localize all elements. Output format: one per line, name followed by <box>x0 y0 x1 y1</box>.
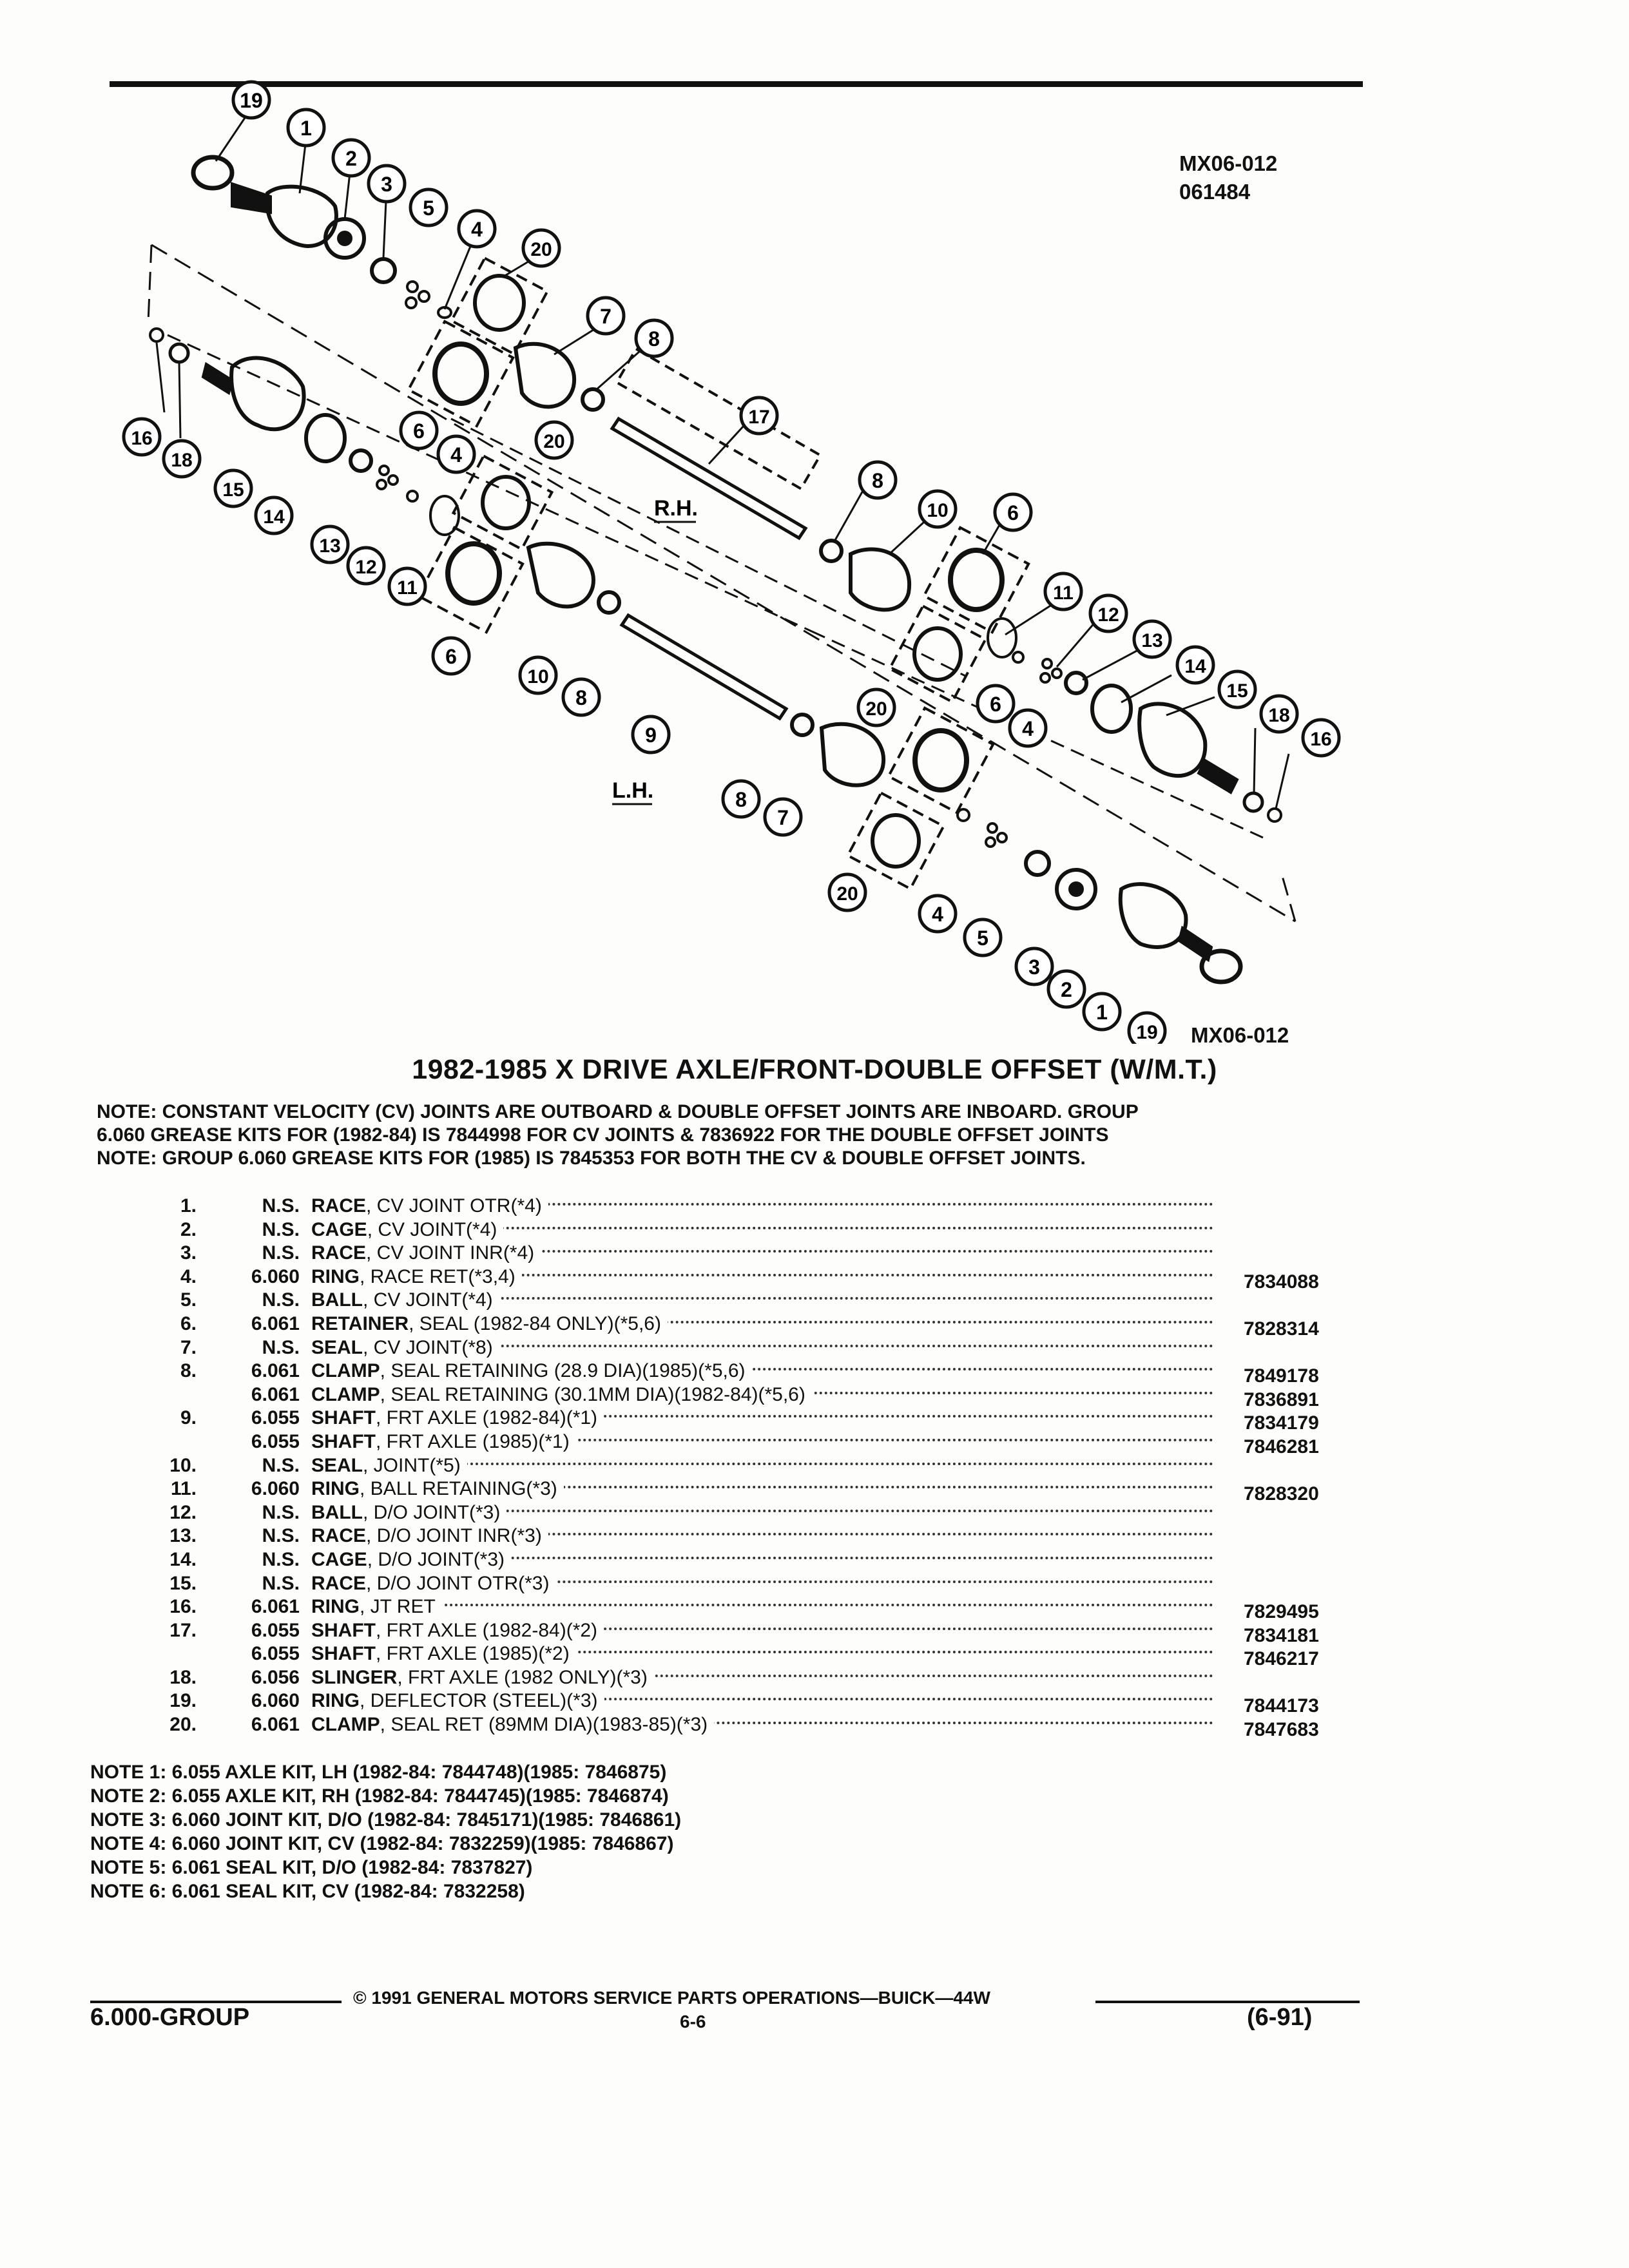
svg-text:7: 7 <box>600 305 612 328</box>
part-name: RETAINER <box>311 1312 409 1334</box>
part-index: 1. <box>180 1195 197 1216</box>
callout-18-left <box>164 441 200 477</box>
part-row <box>164 1312 1363 1340</box>
part-detail: , CV JOINT OTR(*4) <box>366 1195 542 1216</box>
callout-10-rh <box>920 491 956 527</box>
part-name: RACE <box>311 1572 367 1594</box>
callout-4-lh <box>920 896 956 932</box>
dot-leader <box>311 1604 1213 1606</box>
callout-15-left <box>215 470 251 506</box>
callout-8-top <box>636 320 672 356</box>
callout-20-upper <box>536 422 572 458</box>
part-name: RACE <box>311 1242 367 1264</box>
part-name: SEAL <box>311 1336 363 1358</box>
callout-11-rh <box>1045 573 1081 610</box>
parts-list <box>164 1195 1363 1741</box>
note-line: NOTE: GROUP 6.060 GREASE KITS FOR (1985) IS 7845353 FOR BOTH THE CV & DOUBLE OFFSET JOINTS. <box>97 1148 1086 1169</box>
part-detail: , DEFLECTOR (STEEL)(*3) <box>360 1690 598 1712</box>
part-index: 3. <box>180 1242 197 1264</box>
part-number: 7834179 <box>1244 1412 1319 1434</box>
part-number: 7846281 <box>1244 1436 1319 1457</box>
footer-rule-right <box>1095 2001 1360 2003</box>
part-group: 6.060 <box>251 1478 300 1500</box>
svg-text:12: 12 <box>355 557 377 578</box>
part-name: RING <box>311 1265 360 1287</box>
drawing-id <box>1179 149 1277 206</box>
callout-10-mid <box>520 657 556 693</box>
page-title: 1982-1985 X DRIVE AXLE/FRONT-DOUBLE OFFSET (W/M.T.) <box>412 1054 1217 1085</box>
part-number: 7834088 <box>1244 1271 1319 1293</box>
svg-text:6: 6 <box>1007 501 1019 524</box>
part-row <box>164 1337 1363 1361</box>
svg-text:4: 4 <box>471 218 483 241</box>
part-number: 7846217 <box>1244 1648 1319 1670</box>
svg-text:6: 6 <box>990 693 1001 716</box>
svg-text:16: 16 <box>1310 729 1332 750</box>
page-number: 6-6 <box>680 2012 706 2032</box>
part-group: 6.055 <box>251 1407 300 1429</box>
header-notes <box>97 1100 1139 1170</box>
callout-14-left <box>256 497 292 533</box>
part-group: 6.061 <box>251 1714 300 1736</box>
svg-text:13: 13 <box>1141 630 1163 651</box>
part-detail: , JT RET <box>360 1596 436 1618</box>
callout-4-mid <box>1010 710 1046 746</box>
svg-text:15: 15 <box>222 479 244 501</box>
part-index: 10. <box>169 1454 197 1476</box>
part-row <box>164 1478 1363 1505</box>
svg-text:8: 8 <box>648 327 660 351</box>
part-name: RING <box>311 1690 360 1712</box>
callout-6-mid <box>433 638 469 674</box>
svg-text:18: 18 <box>1268 705 1290 726</box>
group-label: 6.000-GROUP <box>90 2004 250 2031</box>
part-row <box>164 1289 1363 1313</box>
part-row <box>164 1596 1363 1623</box>
callout-13-rh <box>1134 621 1170 657</box>
part-name: BALL <box>311 1501 363 1523</box>
svg-text:11: 11 <box>1053 582 1074 604</box>
part-index: 5. <box>180 1289 197 1311</box>
callout-1-top <box>288 110 324 146</box>
part-group: 6.055 <box>251 1619 300 1641</box>
svg-text:14: 14 <box>263 506 285 528</box>
part-row <box>164 1431 1363 1455</box>
part-group: N.S. <box>262 1336 300 1358</box>
callout-8-rh <box>860 462 896 498</box>
callout-11-left <box>389 568 425 604</box>
part-detail: , SEAL RETAINING (30.1MM DIA)(1982-84)(*5,6) <box>380 1383 805 1405</box>
svg-text:14: 14 <box>1184 656 1206 677</box>
svg-text:11: 11 <box>397 577 418 599</box>
part-detail: , FRT AXLE (1985)(*1) <box>376 1430 570 1452</box>
lh-label: L.H. <box>612 778 654 803</box>
part-detail: , SEAL RETAINING (28.9 DIA)(1985)(*5,6) <box>380 1360 746 1382</box>
part-index: 16. <box>169 1596 197 1618</box>
part-row <box>164 1573 1363 1597</box>
callout-14-rh <box>1177 647 1213 683</box>
part-index: 6. <box>180 1312 197 1334</box>
part-row <box>164 1714 1363 1741</box>
part-name: BALL <box>311 1289 363 1311</box>
part-index: 2. <box>180 1218 197 1240</box>
callout-13-left <box>312 526 348 562</box>
svg-text:20: 20 <box>865 698 887 720</box>
part-index: 13. <box>169 1525 197 1547</box>
kit-note: NOTE 1: 6.055 AXLE KIT, LH (1982-84: 7844748)(1985: 7846875) <box>90 1762 667 1783</box>
part-number: 7849178 <box>1244 1365 1319 1387</box>
part-index: 19. <box>169 1690 197 1712</box>
part-group: N.S. <box>262 1289 300 1311</box>
part-name: CLAMP <box>311 1383 380 1405</box>
callout-19-top <box>233 82 269 118</box>
callout-6-rh <box>995 494 1031 530</box>
part-detail: , CV JOINT(*4) <box>367 1218 497 1240</box>
footer-rule-left <box>90 2001 342 2003</box>
part-name: SHAFT <box>311 1430 376 1452</box>
svg-text:3: 3 <box>381 173 392 196</box>
callout-8-lh <box>723 781 759 817</box>
part-index: 17. <box>169 1619 197 1641</box>
svg-text:6: 6 <box>413 419 425 443</box>
svg-text:20: 20 <box>543 431 565 452</box>
svg-text:6: 6 <box>445 645 457 668</box>
callout-7-top <box>588 298 624 334</box>
part-group: 6.061 <box>251 1312 300 1334</box>
kit-note: NOTE 3: 6.060 JOINT KIT, D/O (1982-84: 7845171)(1985: 7846861) <box>90 1809 682 1831</box>
callout-16-left <box>124 419 160 455</box>
callout-12-rh <box>1090 595 1126 631</box>
part-detail: , FRT AXLE (1982-84)(*2) <box>376 1619 598 1641</box>
part-detail: , RACE RET(*3,4) <box>360 1265 516 1287</box>
svg-text:19: 19 <box>1136 1022 1158 1043</box>
part-row <box>164 1690 1363 1717</box>
part-index: 15. <box>169 1572 197 1594</box>
part-row <box>164 1549 1363 1573</box>
part-detail: , CV JOINT(*4) <box>362 1289 493 1311</box>
part-group: 6.055 <box>251 1430 300 1452</box>
svg-text:1: 1 <box>300 117 312 140</box>
svg-text:13: 13 <box>319 535 341 557</box>
svg-text:17: 17 <box>748 407 770 428</box>
part-index: 12. <box>169 1501 197 1523</box>
part-name: RING <box>311 1596 360 1618</box>
part-index: 18. <box>169 1666 197 1688</box>
svg-text:20: 20 <box>836 883 858 905</box>
part-group: 6.061 <box>251 1383 300 1405</box>
part-row <box>164 1525 1363 1549</box>
part-name: RING <box>311 1478 360 1500</box>
svg-text:5: 5 <box>977 927 988 950</box>
part-index: 4. <box>180 1265 197 1287</box>
svg-text:16: 16 <box>131 428 153 449</box>
part-row <box>164 1195 1363 1219</box>
kit-note: NOTE 6: 6.061 SEAL KIT, CV (1982-84: 7832258) <box>90 1881 525 1902</box>
part-index: 11. <box>170 1478 197 1500</box>
callout-18-rh <box>1261 696 1297 732</box>
drawing-date-code: 061484 <box>1179 180 1251 204</box>
callout-9 <box>633 716 669 753</box>
drawing-id-code: MX06-012 <box>1179 151 1278 175</box>
svg-text:20: 20 <box>530 239 552 260</box>
part-index: 20. <box>169 1714 197 1736</box>
copyright: © 1991 GENERAL MOTORS SERVICE PARTS OPERATIONS—BUICK—44W <box>353 1988 990 2008</box>
part-detail: , CV JOINT(*8) <box>363 1336 493 1358</box>
svg-text:8: 8 <box>872 469 883 492</box>
callout-5-lh <box>965 919 1001 956</box>
part-index: 8. <box>180 1360 197 1382</box>
part-group: 6.060 <box>251 1265 300 1287</box>
part-row <box>164 1620 1363 1644</box>
part-name: SEAL <box>311 1454 363 1476</box>
part-detail: , D/O JOINT(*3) <box>362 1501 501 1523</box>
svg-text:2: 2 <box>1061 978 1072 1001</box>
part-index: 7. <box>180 1336 197 1358</box>
callout-4-upper <box>438 436 474 472</box>
callout-20-top <box>523 230 559 266</box>
svg-text:1: 1 <box>1096 1001 1108 1024</box>
part-row <box>164 1360 1363 1387</box>
part-group: N.S. <box>262 1242 300 1264</box>
revision-date: (6-91) <box>1247 2004 1313 2031</box>
svg-text:5: 5 <box>423 197 434 220</box>
svg-text:10: 10 <box>927 500 949 521</box>
part-group: N.S. <box>262 1454 300 1476</box>
note-line: 6.060 GREASE KITS FOR (1982-84) IS 7844998 FOR CV JOINTS & 7836922 FOR THE DOUBLE OFFSET JOINTS <box>97 1124 1109 1146</box>
part-number: 7844173 <box>1244 1695 1319 1717</box>
part-detail: , D/O JOINT(*3) <box>367 1548 505 1570</box>
callout-6-lh <box>978 686 1014 722</box>
callout-20-lh <box>829 874 865 910</box>
part-number: 7847683 <box>1244 1719 1319 1741</box>
callout-17 <box>741 398 777 434</box>
part-index: 9. <box>180 1407 197 1429</box>
part-number: 7836891 <box>1244 1389 1319 1410</box>
part-row <box>164 1265 1363 1293</box>
part-name: RACE <box>311 1195 367 1216</box>
callout-19-lh <box>1129 1013 1165 1044</box>
callout-12-left <box>348 548 384 584</box>
part-group: 6.055 <box>251 1643 300 1665</box>
part-number: 7828320 <box>1244 1483 1319 1505</box>
part-row <box>164 1384 1363 1408</box>
part-group: N.S. <box>262 1572 300 1594</box>
part-group: 6.056 <box>251 1666 300 1688</box>
part-detail: , CV JOINT INR(*4) <box>366 1242 535 1264</box>
svg-text:3: 3 <box>1028 956 1040 979</box>
part-group: N.S. <box>262 1195 300 1216</box>
part-name: SLINGER <box>311 1666 398 1688</box>
part-name: SHAFT <box>311 1619 376 1641</box>
svg-text:15: 15 <box>1226 680 1248 702</box>
part-row <box>164 1502 1363 1526</box>
part-name: RACE <box>311 1525 367 1547</box>
callout-2-lh <box>1048 971 1084 1007</box>
part-detail: , D/O JOINT INR(*3) <box>366 1525 542 1547</box>
part-row <box>164 1643 1363 1670</box>
kit-note: NOTE 2: 6.055 AXLE KIT, RH (1982-84: 7844745)(1985: 7846874) <box>90 1785 669 1807</box>
part-row <box>164 1407 1363 1434</box>
callout-5-top <box>410 189 447 226</box>
part-detail: , SEAL (1982-84 ONLY)(*5,6) <box>409 1312 661 1334</box>
svg-text:4: 4 <box>1022 717 1034 740</box>
callout-6-upper <box>401 412 437 448</box>
part-detail: , BALL RETAINING(*3) <box>360 1478 557 1500</box>
svg-text:8: 8 <box>735 788 747 811</box>
callout-16-rh <box>1303 720 1339 756</box>
part-name: SHAFT <box>311 1407 376 1429</box>
part-detail: , SEAL RET (89MM DIA)(1983-85)(*3) <box>380 1714 708 1736</box>
svg-text:4: 4 <box>450 443 462 466</box>
kit-notes <box>90 1760 681 1903</box>
part-row <box>164 1667 1363 1691</box>
part-number: 7828314 <box>1244 1318 1319 1340</box>
exploded-axle-diagram <box>0 0 1629 1044</box>
svg-text:12: 12 <box>1097 604 1119 626</box>
part-group: N.S. <box>262 1525 300 1547</box>
svg-text:4: 4 <box>932 903 943 926</box>
part-name: SHAFT <box>311 1643 376 1665</box>
svg-text:2: 2 <box>345 147 357 170</box>
callout-1-lh <box>1084 994 1120 1030</box>
part-detail: , FRT AXLE (1982-84)(*1) <box>376 1407 598 1429</box>
callout-4-top <box>459 211 495 247</box>
callout-20-mid <box>858 689 894 726</box>
part-detail: , FRT AXLE (1982 ONLY)(*3) <box>397 1666 648 1688</box>
note-line: NOTE: CONSTANT VELOCITY (CV) JOINTS ARE OUTBOARD & DOUBLE OFFSET JOINTS ARE INBOARD. GROUP <box>97 1101 1139 1122</box>
part-detail: , D/O JOINT OTR(*3) <box>366 1572 550 1594</box>
callout-3-lh <box>1016 948 1052 985</box>
svg-text:19: 19 <box>240 89 263 112</box>
drawing-id-bottom: MX06-012 <box>1191 1023 1289 1047</box>
rh-label: R.H. <box>654 496 698 521</box>
svg-text:8: 8 <box>575 686 587 709</box>
part-group: N.S. <box>262 1218 300 1240</box>
svg-text:18: 18 <box>171 450 193 471</box>
callout-7-lh <box>765 799 801 835</box>
part-name: CAGE <box>311 1218 367 1240</box>
kit-note: NOTE 4: 6.060 JOINT KIT, CV (1982-84: 7832259)(1985: 7846867) <box>90 1833 674 1854</box>
callout-15-rh <box>1219 671 1255 707</box>
part-name: CLAMP <box>311 1714 380 1736</box>
part-group: 6.060 <box>251 1690 300 1712</box>
part-detail: , FRT AXLE (1985)(*2) <box>376 1643 570 1665</box>
part-number: 7829495 <box>1244 1601 1319 1623</box>
svg-text:10: 10 <box>527 666 549 687</box>
part-index: 14. <box>169 1548 197 1570</box>
svg-text:7: 7 <box>777 806 789 829</box>
callout-2-top <box>333 140 369 176</box>
part-name: CLAMP <box>311 1360 380 1382</box>
callout-8-mid <box>563 679 599 715</box>
part-group: N.S. <box>262 1501 300 1523</box>
part-row <box>164 1455 1363 1479</box>
kit-note: NOTE 5: 6.061 SEAL KIT, D/O (1982-84: 7837827) <box>90 1857 533 1878</box>
part-group: 6.061 <box>251 1360 300 1382</box>
part-group: N.S. <box>262 1548 300 1570</box>
svg-text:9: 9 <box>645 724 657 747</box>
callout-3-top <box>369 166 405 202</box>
part-row <box>164 1242 1363 1266</box>
part-group: 6.061 <box>251 1596 300 1618</box>
part-detail: , JOINT(*5) <box>363 1454 461 1476</box>
part-name: CAGE <box>311 1548 367 1570</box>
part-number: 7834181 <box>1244 1624 1319 1646</box>
part-row <box>164 1219 1363 1243</box>
